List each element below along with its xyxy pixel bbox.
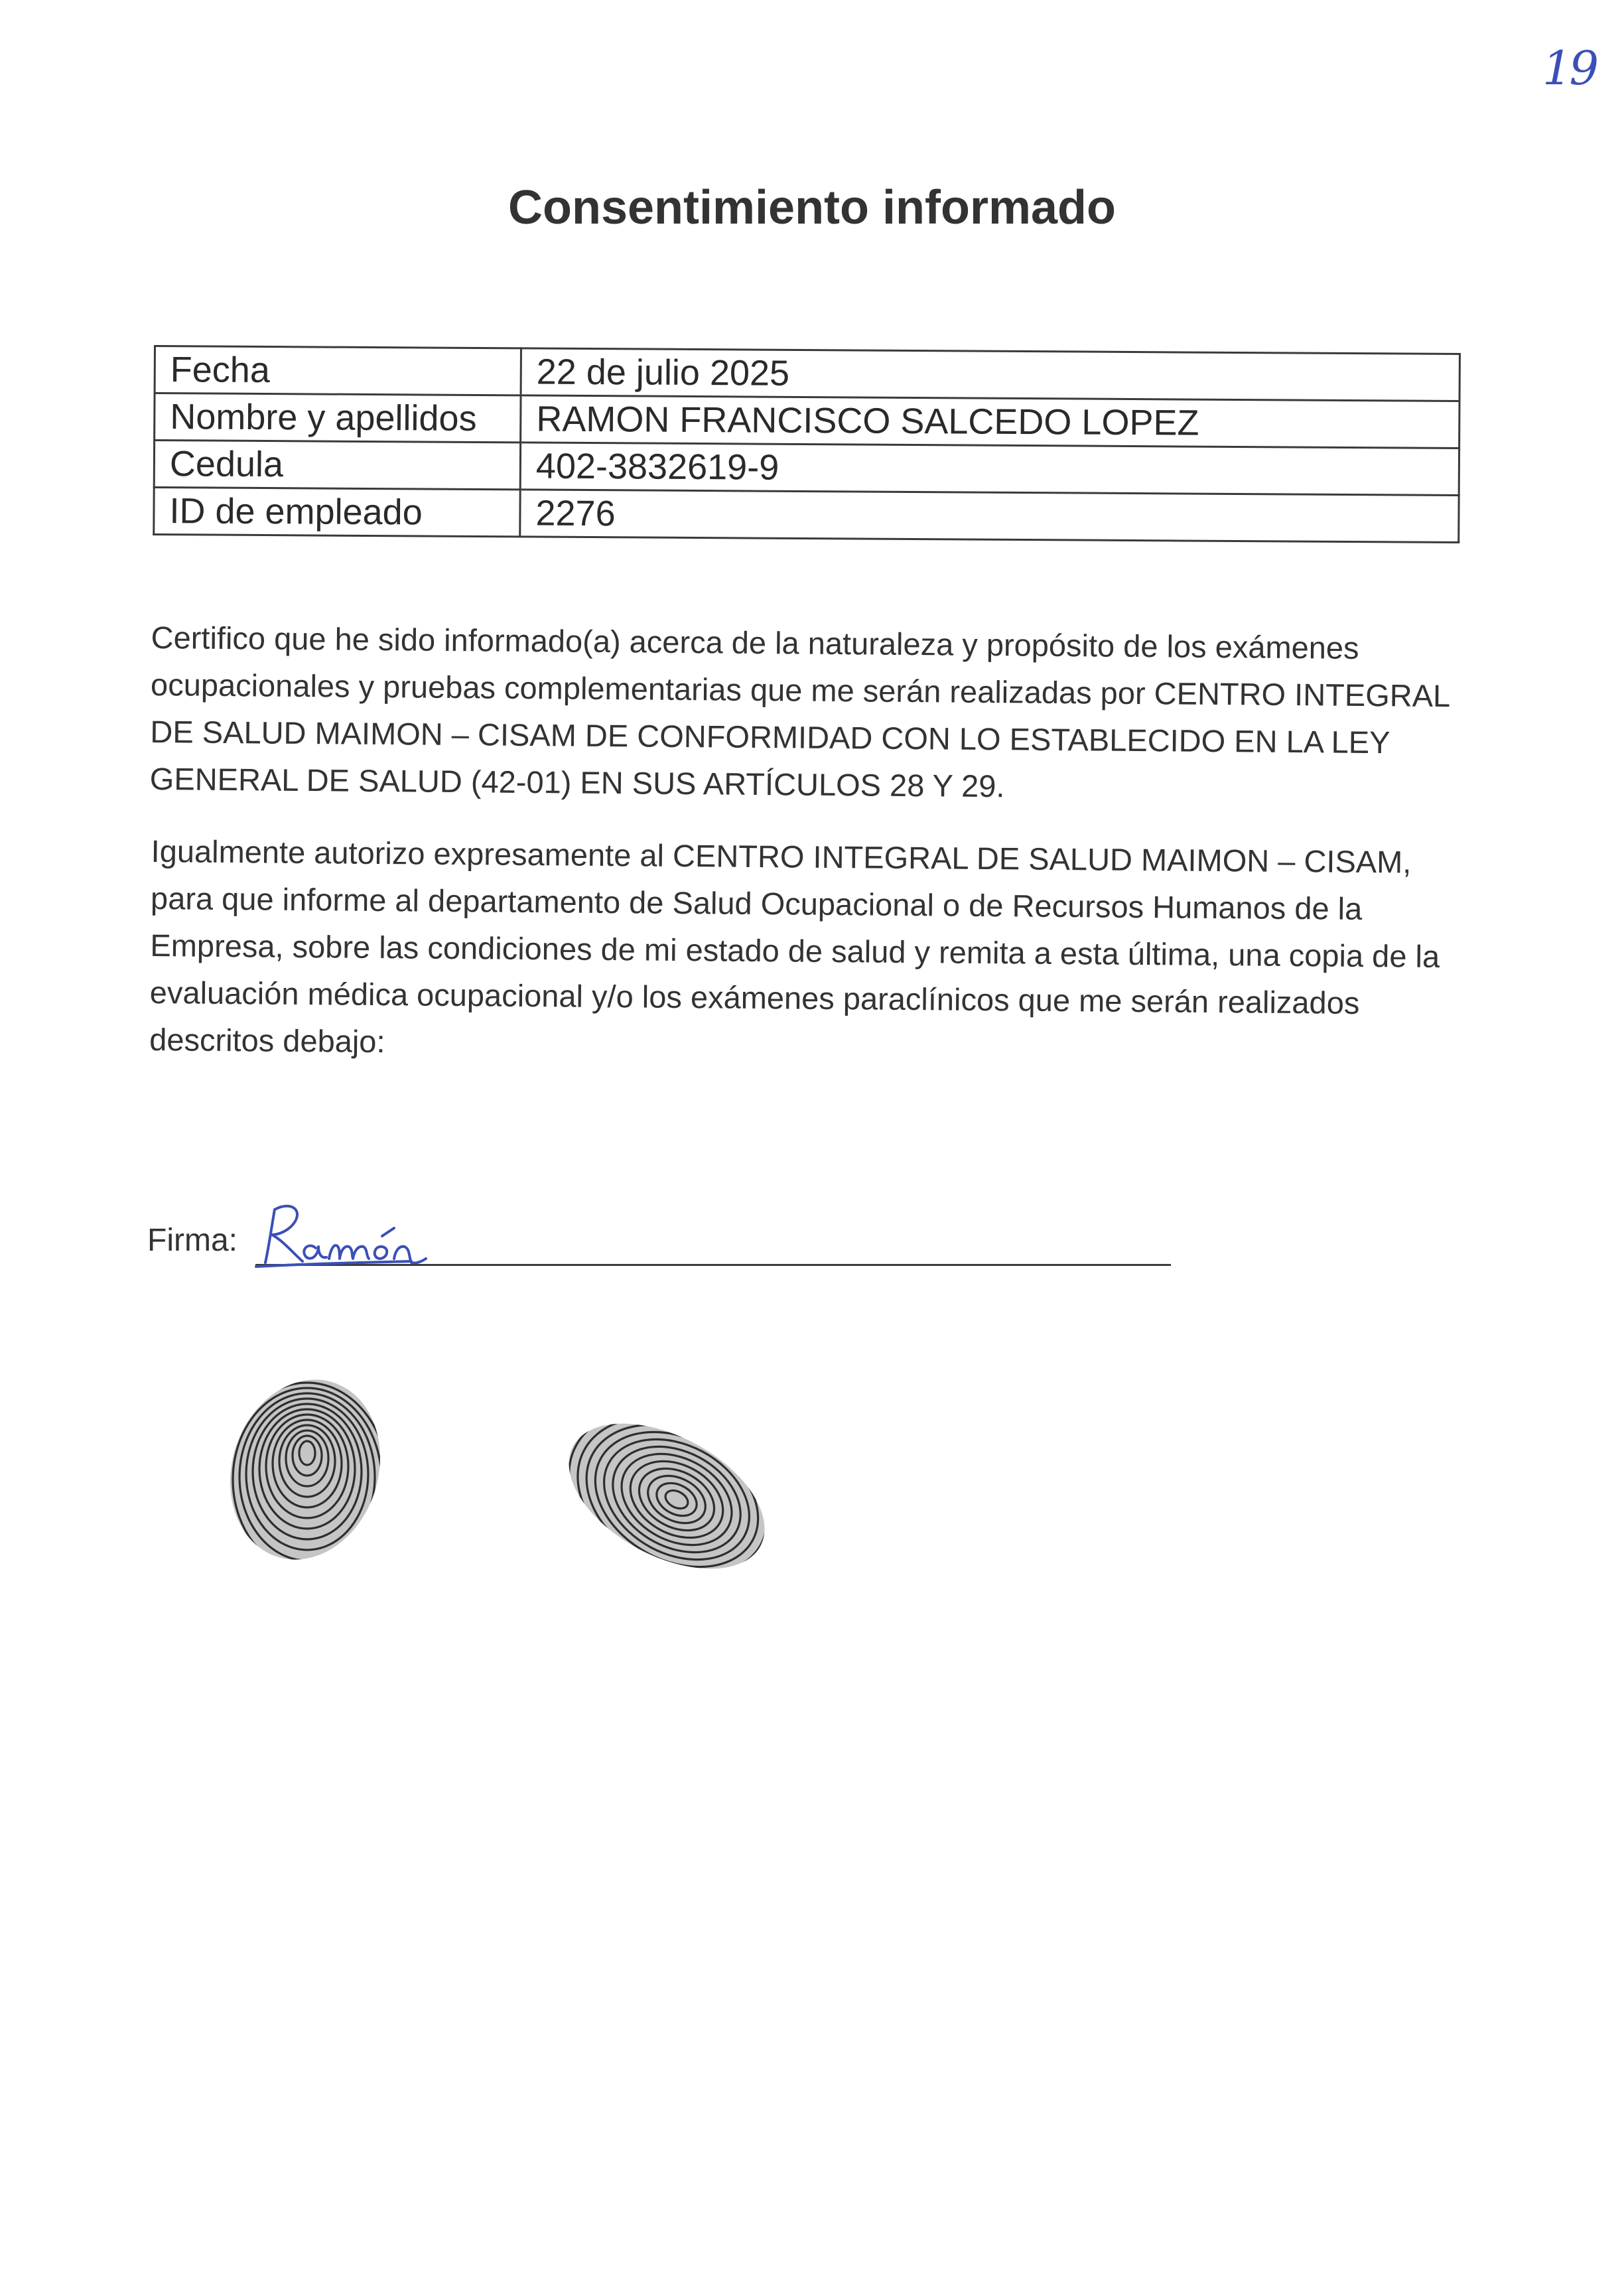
signature-label: Firma: (147, 1223, 237, 1258)
field-label: Nombre y apellidos (155, 393, 521, 443)
consent-paragraph: Certifico que he sido informado(a) acerca de la naturaleza y propósito de los exámenes ocupacionales y pruebas complementarias que me serán realizadas por CENTRO INTEGRAL DE SALUD MAIMON – CISAM DE CONFORMIDAD CON LO ESTABLECIDO EN LA LEY GENERAL DE SALUD (42-01) EN SUS ARTÍCULOS 28 Y 29. (149, 619, 1450, 804)
field-value: 402-3832619-9 (520, 443, 1459, 496)
table-row (154, 488, 1459, 543)
table-row (154, 441, 1459, 496)
field-value: 22 de julio 2025 (521, 348, 1459, 401)
field-label: Cedula (154, 441, 520, 490)
field-value: 2276 (520, 490, 1459, 543)
page-title: Consentimiento informado (508, 181, 1116, 234)
table-row (155, 393, 1459, 449)
fingerprint-left (224, 1373, 387, 1566)
field-label: Fecha (155, 346, 521, 395)
table-row (155, 346, 1459, 401)
handwritten-signature (252, 1198, 451, 1271)
field-label: ID de empleado (154, 488, 520, 537)
info-table (153, 345, 1461, 543)
authorization-paragraph: Igualmente autorizo expresamente al CENTRO INTEGRAL DE SALUD MAIMON – CISAM, para que informe al departamento de Salud Ocupacional o de Recursos Humanos de la Empresa, sobre las condiciones de mi estado de salud y remita a esta última, una copia de la evaluación médica ocupacional y/o los exámenes paraclínicos que me serán realizados descritos debajo: (149, 833, 1440, 1060)
fingerprint-right (554, 1413, 779, 1579)
field-value: RAMON FRANCISCO SALCEDO LOPEZ (521, 395, 1459, 449)
page-number: 19 (1542, 41, 1597, 96)
